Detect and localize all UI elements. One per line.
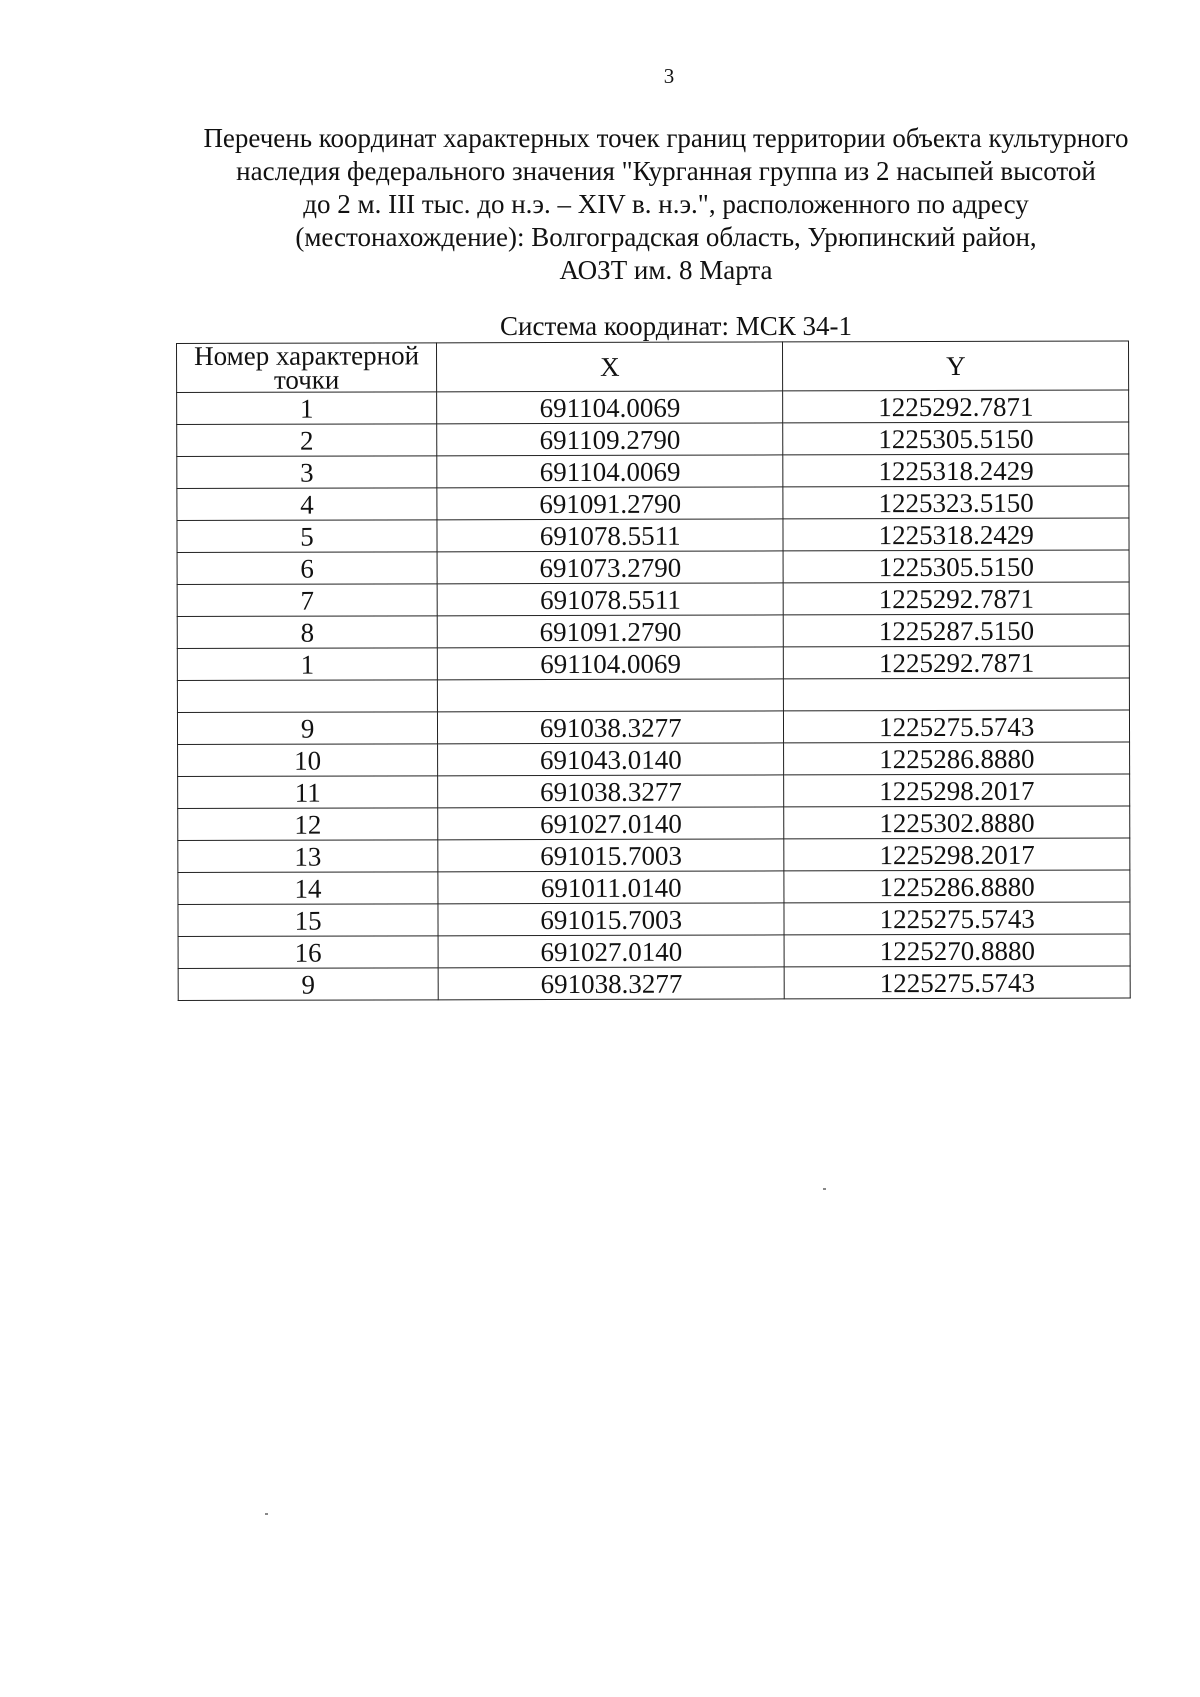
cell-point-number: 4 bbox=[177, 488, 437, 521]
cell-y: 1225323.5150 bbox=[783, 486, 1129, 519]
cell-point-number: 5 bbox=[177, 520, 437, 553]
cell-point-number: 9 bbox=[177, 712, 437, 745]
cell-y: 1225305.5150 bbox=[784, 550, 1130, 583]
table-row bbox=[178, 742, 1130, 776]
table-row bbox=[178, 774, 1130, 808]
cell-y: 1225298.2017 bbox=[784, 838, 1130, 871]
cell-point-number: 1 bbox=[177, 392, 437, 425]
cell-point-number: 8 bbox=[177, 616, 437, 649]
scan-speck bbox=[265, 1513, 268, 1515]
cell-y: 1225287.5150 bbox=[784, 614, 1130, 647]
cell-x: 691073.2790 bbox=[437, 551, 783, 584]
header-y: Y bbox=[783, 341, 1129, 391]
title-line: наследия федерального значения "Курганная группа из 2 насыпей высотой bbox=[236, 156, 1096, 186]
cell-x: 691011.0140 bbox=[438, 871, 784, 904]
cell-x: 691104.0069 bbox=[437, 647, 783, 680]
cell-y bbox=[784, 678, 1130, 711]
cell-y: 1225318.2429 bbox=[783, 454, 1129, 487]
table-row bbox=[177, 678, 1129, 712]
table-row bbox=[178, 870, 1130, 904]
cell-y: 1225292.7871 bbox=[783, 390, 1129, 423]
cell-point-number: 6 bbox=[177, 552, 437, 585]
cell-x: 691027.0140 bbox=[438, 807, 784, 840]
cell-y: 1225275.5743 bbox=[784, 710, 1130, 743]
table-row bbox=[178, 806, 1130, 840]
table-row bbox=[177, 614, 1129, 648]
table-row bbox=[177, 486, 1129, 520]
cell-point-number: 11 bbox=[178, 776, 438, 809]
cell-point-number: 1 bbox=[177, 648, 437, 681]
cell-y: 1225286.8880 bbox=[784, 742, 1130, 775]
header-point-number: Номер характерной точки bbox=[177, 343, 437, 393]
scan-speck bbox=[823, 1188, 826, 1190]
cell-point-number: 9 bbox=[178, 968, 438, 1001]
cell-x: 691091.2790 bbox=[437, 615, 783, 648]
cell-point-number: 7 bbox=[177, 584, 437, 617]
cell-y: 1225292.7871 bbox=[784, 582, 1130, 615]
cell-point-number: 3 bbox=[177, 456, 437, 489]
table-row bbox=[177, 646, 1129, 680]
cell-y: 1225302.8880 bbox=[784, 806, 1130, 839]
table-row bbox=[177, 390, 1129, 424]
cell-point-number: 16 bbox=[178, 936, 438, 969]
cell-x: 691043.0140 bbox=[438, 743, 784, 776]
title-line: АОЗТ им. 8 Марта bbox=[559, 255, 773, 285]
cell-x: 691078.5511 bbox=[437, 519, 783, 552]
table-row bbox=[178, 966, 1130, 1000]
cell-y: 1225298.2017 bbox=[784, 774, 1130, 807]
cell-x: 691104.0069 bbox=[437, 391, 783, 424]
table-body bbox=[177, 390, 1131, 1000]
page-number: 3 bbox=[663, 64, 675, 88]
cell-x: 691091.2790 bbox=[437, 487, 783, 520]
cell-y: 1225305.5150 bbox=[783, 422, 1129, 455]
cell-x: 691104.0069 bbox=[437, 455, 783, 488]
document-title bbox=[160, 122, 1172, 287]
table-header-row bbox=[177, 341, 1129, 392]
table-row bbox=[177, 422, 1129, 456]
cell-y: 1225270.8880 bbox=[785, 934, 1131, 967]
table-row bbox=[178, 838, 1130, 872]
cell-y: 1225275.5743 bbox=[785, 966, 1131, 999]
table-row bbox=[178, 902, 1130, 936]
cell-y: 1225275.5743 bbox=[784, 902, 1130, 935]
cell-x: 691015.7003 bbox=[438, 903, 784, 936]
cell-point-number bbox=[177, 680, 437, 713]
cell-y: 1225286.8880 bbox=[784, 870, 1130, 903]
table-row bbox=[177, 710, 1129, 744]
table-row bbox=[177, 550, 1129, 584]
cell-x: 691038.3277 bbox=[438, 967, 784, 1000]
cell-x bbox=[437, 679, 783, 712]
table-row bbox=[177, 582, 1129, 616]
cell-point-number: 10 bbox=[178, 744, 438, 777]
cell-x: 691038.3277 bbox=[438, 711, 784, 744]
cell-point-number: 12 bbox=[178, 808, 438, 841]
cell-y: 1225318.2429 bbox=[783, 518, 1129, 551]
coordinate-system-caption: Система координат: МСК 34-1 bbox=[500, 311, 852, 341]
coordinates-table bbox=[176, 341, 1131, 1001]
cell-point-number: 15 bbox=[178, 904, 438, 937]
header-x: X bbox=[437, 342, 784, 392]
title-line: (местонахождение): Волгоградская область, Урюпинский район, bbox=[295, 222, 1037, 252]
cell-x: 691015.7003 bbox=[438, 839, 784, 872]
title-line: до 2 м. III тыс. до н.э. – XIV в. н.э.", расположенного по адресу bbox=[303, 189, 1029, 219]
table-row bbox=[177, 518, 1129, 552]
table-row bbox=[178, 934, 1130, 968]
cell-x: 691078.5511 bbox=[437, 583, 783, 616]
cell-y: 1225292.7871 bbox=[784, 646, 1130, 679]
table-row bbox=[177, 454, 1129, 488]
cell-point-number: 2 bbox=[177, 424, 437, 457]
cell-point-number: 13 bbox=[178, 840, 438, 873]
cell-point-number: 14 bbox=[178, 872, 438, 905]
cell-x: 691038.3277 bbox=[438, 775, 784, 808]
cell-x: 691109.2790 bbox=[437, 423, 783, 456]
title-line: Перечень координат характерных точек границ территории объекта культурного bbox=[203, 123, 1129, 153]
cell-x: 691027.0140 bbox=[438, 935, 784, 968]
